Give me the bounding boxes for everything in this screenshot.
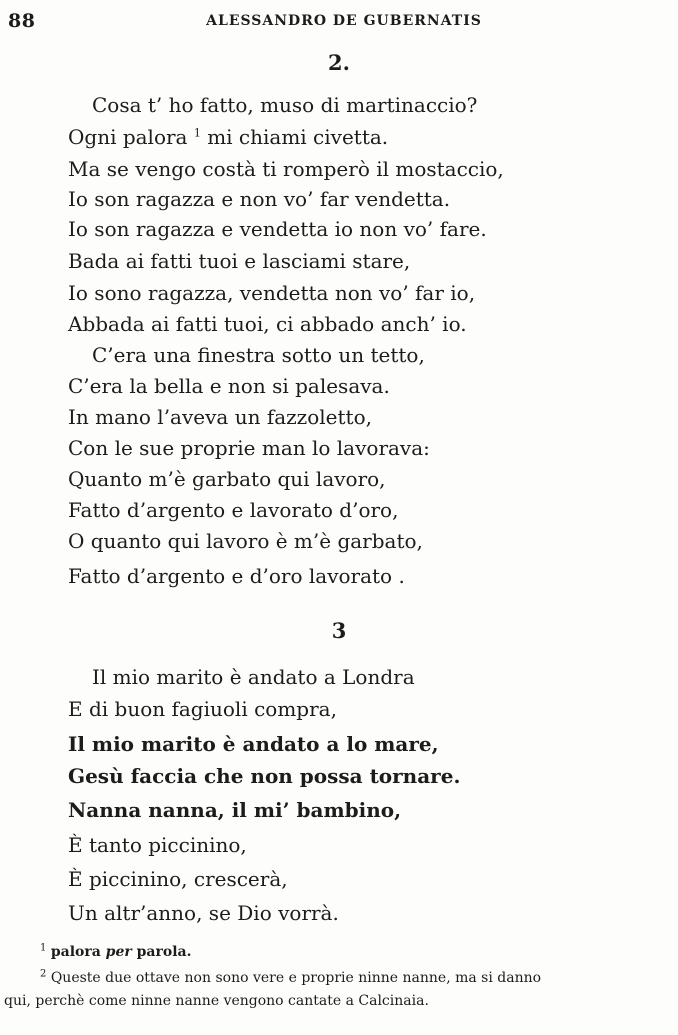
- verse-line: Fatto d’argento e d’oro lavorato .: [68, 564, 405, 588]
- verse-line: Bada ai fatti tuoi e lasciami stare,: [68, 249, 411, 273]
- running-head: ALESSANDRO DE GUBERNATIS: [206, 13, 482, 29]
- verse-line: Gesù faccia che non possa tornare.: [68, 764, 461, 788]
- verse-line: C’era la bella e non si palesava.: [68, 374, 390, 398]
- footnote-text: parola.: [131, 944, 192, 960]
- footnote-text: palora: [50, 944, 106, 960]
- verse-line: Ma se vengo costà ti romperò il mostaccio,: [68, 157, 504, 181]
- verse-line: È piccinino, crescerà,: [68, 867, 288, 891]
- footnote-marker: 2: [40, 968, 47, 980]
- footnote-ref: 1: [193, 126, 201, 140]
- verse-line: Un altr’anno, se Dio vorrà.: [68, 901, 339, 925]
- verse-line: In mano l’aveva un fazzoletto,: [68, 405, 372, 429]
- verse-text: mi chiami civetta.: [207, 125, 389, 149]
- verse-line: Il mio marito è andato a lo mare,: [68, 732, 439, 756]
- verse-line: Nanna nanna, il mi’ bambino,: [68, 798, 402, 822]
- verse-line: E di buon fagiuoli compra,: [68, 697, 337, 721]
- section-number-3: 3: [331, 618, 347, 643]
- verse-line: Il mio marito è andato a Londra: [92, 665, 415, 689]
- footnote-marker: 1: [40, 942, 47, 954]
- footnote-text: Queste due ottave non sono vere e proprie ninne nanne, ma si danno: [50, 970, 542, 986]
- footnote-2-continuation: qui, perchè come ninne nanne vengono cantate a Calcinaia.: [4, 993, 429, 1009]
- verse-line: Abbada ai fatti tuoi, ci abbado anch’ io.: [68, 312, 467, 336]
- footnote-1: [40, 944, 191, 960]
- verse-line: Io son ragazza e vendetta io non vo’ fare.: [68, 217, 487, 241]
- verse-line: Cosa t’ ho fatto, muso di martinaccio?: [92, 93, 478, 117]
- verse-line: O quanto qui lavoro è m’è garbato,: [68, 529, 423, 553]
- verse-text: Ogni palora: [68, 125, 188, 149]
- section-number-2: 2.: [328, 50, 350, 75]
- verse-line: Con le sue proprie man lo lavorava:: [68, 436, 430, 460]
- verse-line: Fatto d’argento e lavorato d’oro,: [68, 498, 399, 522]
- verse-line: Quanto m’è garbato qui lavoro,: [68, 467, 386, 491]
- verse-line: Io sono ragazza, vendetta non vo’ far io,: [68, 281, 476, 305]
- footnote-italic-text: per: [105, 944, 132, 960]
- footnote-2: [40, 970, 541, 986]
- verse-line: È tanto piccinino,: [68, 833, 247, 857]
- verse-line: C’era una finestra sotto un tetto,: [92, 343, 425, 367]
- page-number: 88: [8, 10, 36, 32]
- verse-line: Io son ragazza e non vo’ far vendetta.: [68, 187, 451, 211]
- verse-line-with-footnote: [68, 124, 388, 150]
